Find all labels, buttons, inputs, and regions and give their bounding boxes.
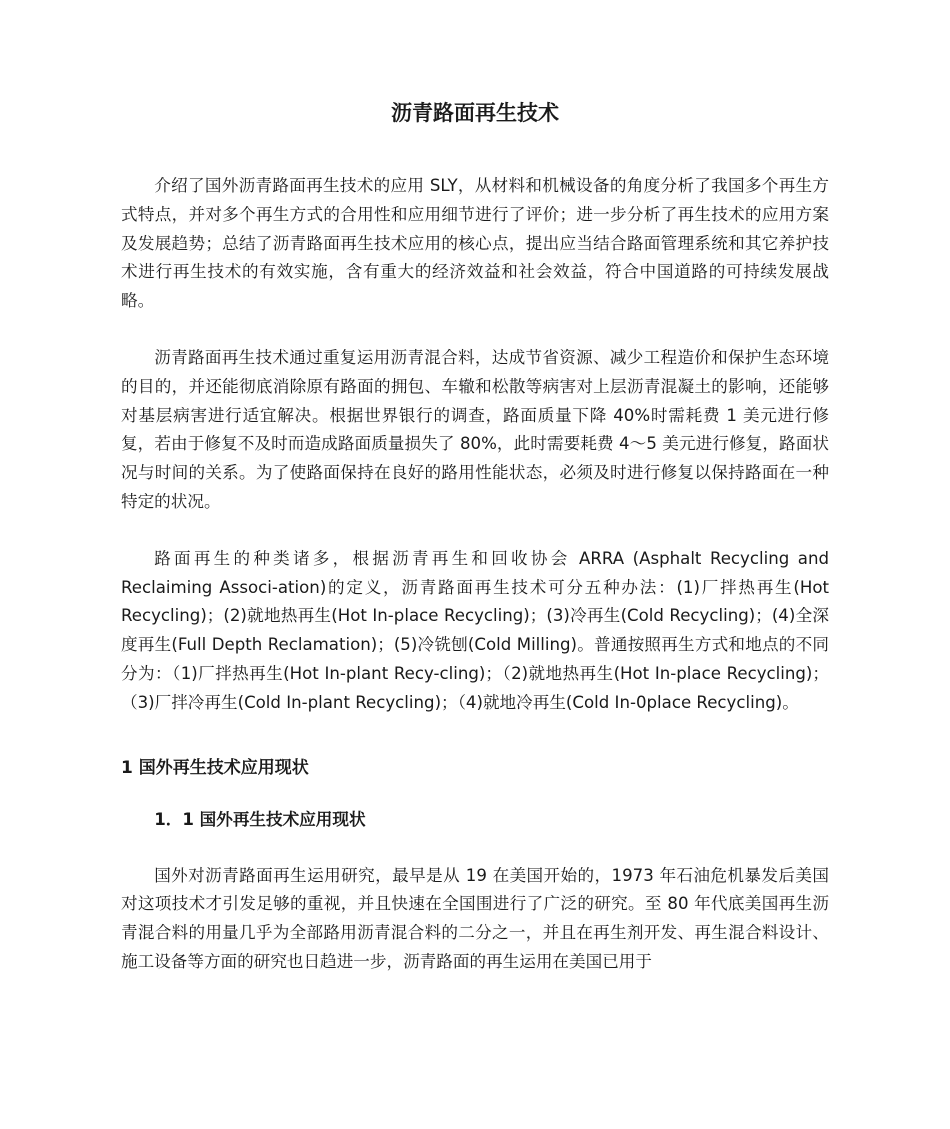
document-page xyxy=(121,98,829,977)
document-title: 沥青路面再生技术 xyxy=(391,101,559,125)
section-heading: 1 国外再生技术应用现状 xyxy=(121,757,309,778)
abstract-paragraph: 介绍了国外沥青路面再生技术的应用 SLY，从材料和机械设备的角度分析了我国多个再生方式特点，并对多个再生方式的合用性和应用细节进行了评价；进一步分析了再生技术的应用方案及发展趋势；总结了沥青路面再生技术应用的核心点，提出应当结合路面管理系统和其它养护技术进行再生技术的有效实施，含有重大的经济效益和社会效益，符合中国道路的可持续发展战略。 xyxy=(121,176,829,311)
subsection-heading: 1．1 国外再生技术应用现状 xyxy=(154,809,366,829)
section-paragraph: 国外对沥青路面再生运用研究，最早是从 19 在美国开始的，1973 年石油危机暴发后美国对这项技术才引发足够的重视，并且快速在全国围进行了广泛的研究。至 80 年代底美国再生沥青混合料的用量几乎为全部路用沥青混合料的二分之一，并且在再生剂开发、再生混合料设计、施工设备等方面的研究也日趋进一步，沥青路面的再生运用在美国已用于 xyxy=(121,865,829,971)
classification-paragraph: 路面再生的种类诸多，根据沥青再生和回收协会 ARRA (Asphalt Recycling and Reclaiming Associ-ation)的定义，沥青路面再生技术可分五种办法：(1)厂拌热再生(Hot Recycling)；(2)就地热再生(Hot In-place Recycling)；(3)冷再生(Cold Recycling)；(4)全深度再生(Full Depth Reclamation)；(5)冷铣刨(Cold Milling)。普通按照再生方式和地点的不同分为：（1)厂拌热再生(Hot In-plant Recy-cling)；（2)就地热再生(Hot In-place Recycling)；（3)厂拌冷再生(Cold In-plant Recycling)；（4)就地冷再生(Cold In-0place Recycling)。 xyxy=(121,548,829,712)
intro-paragraph: 沥青路面再生技术通过重复运用沥青混合料，达成节省资源、减少工程造价和保护生态环境的目的，并还能彻底消除原有路面的拥包、车辙和松散等病害对上层沥青混凝土的影响，还能够对基层病害进行适宜解决。根据世界银行的调查，路面质量下降 40%时需耗费 1 美元进行修复，若由于修复不及时而造成路面质量损失了 80%，此时需要耗费 4～5 美元进行修复，路面状况与时间的关系。为了使路面保持在良好的路用性能状态，必须及时进行修复以保持路面在一种特定的状况。 xyxy=(121,347,829,511)
